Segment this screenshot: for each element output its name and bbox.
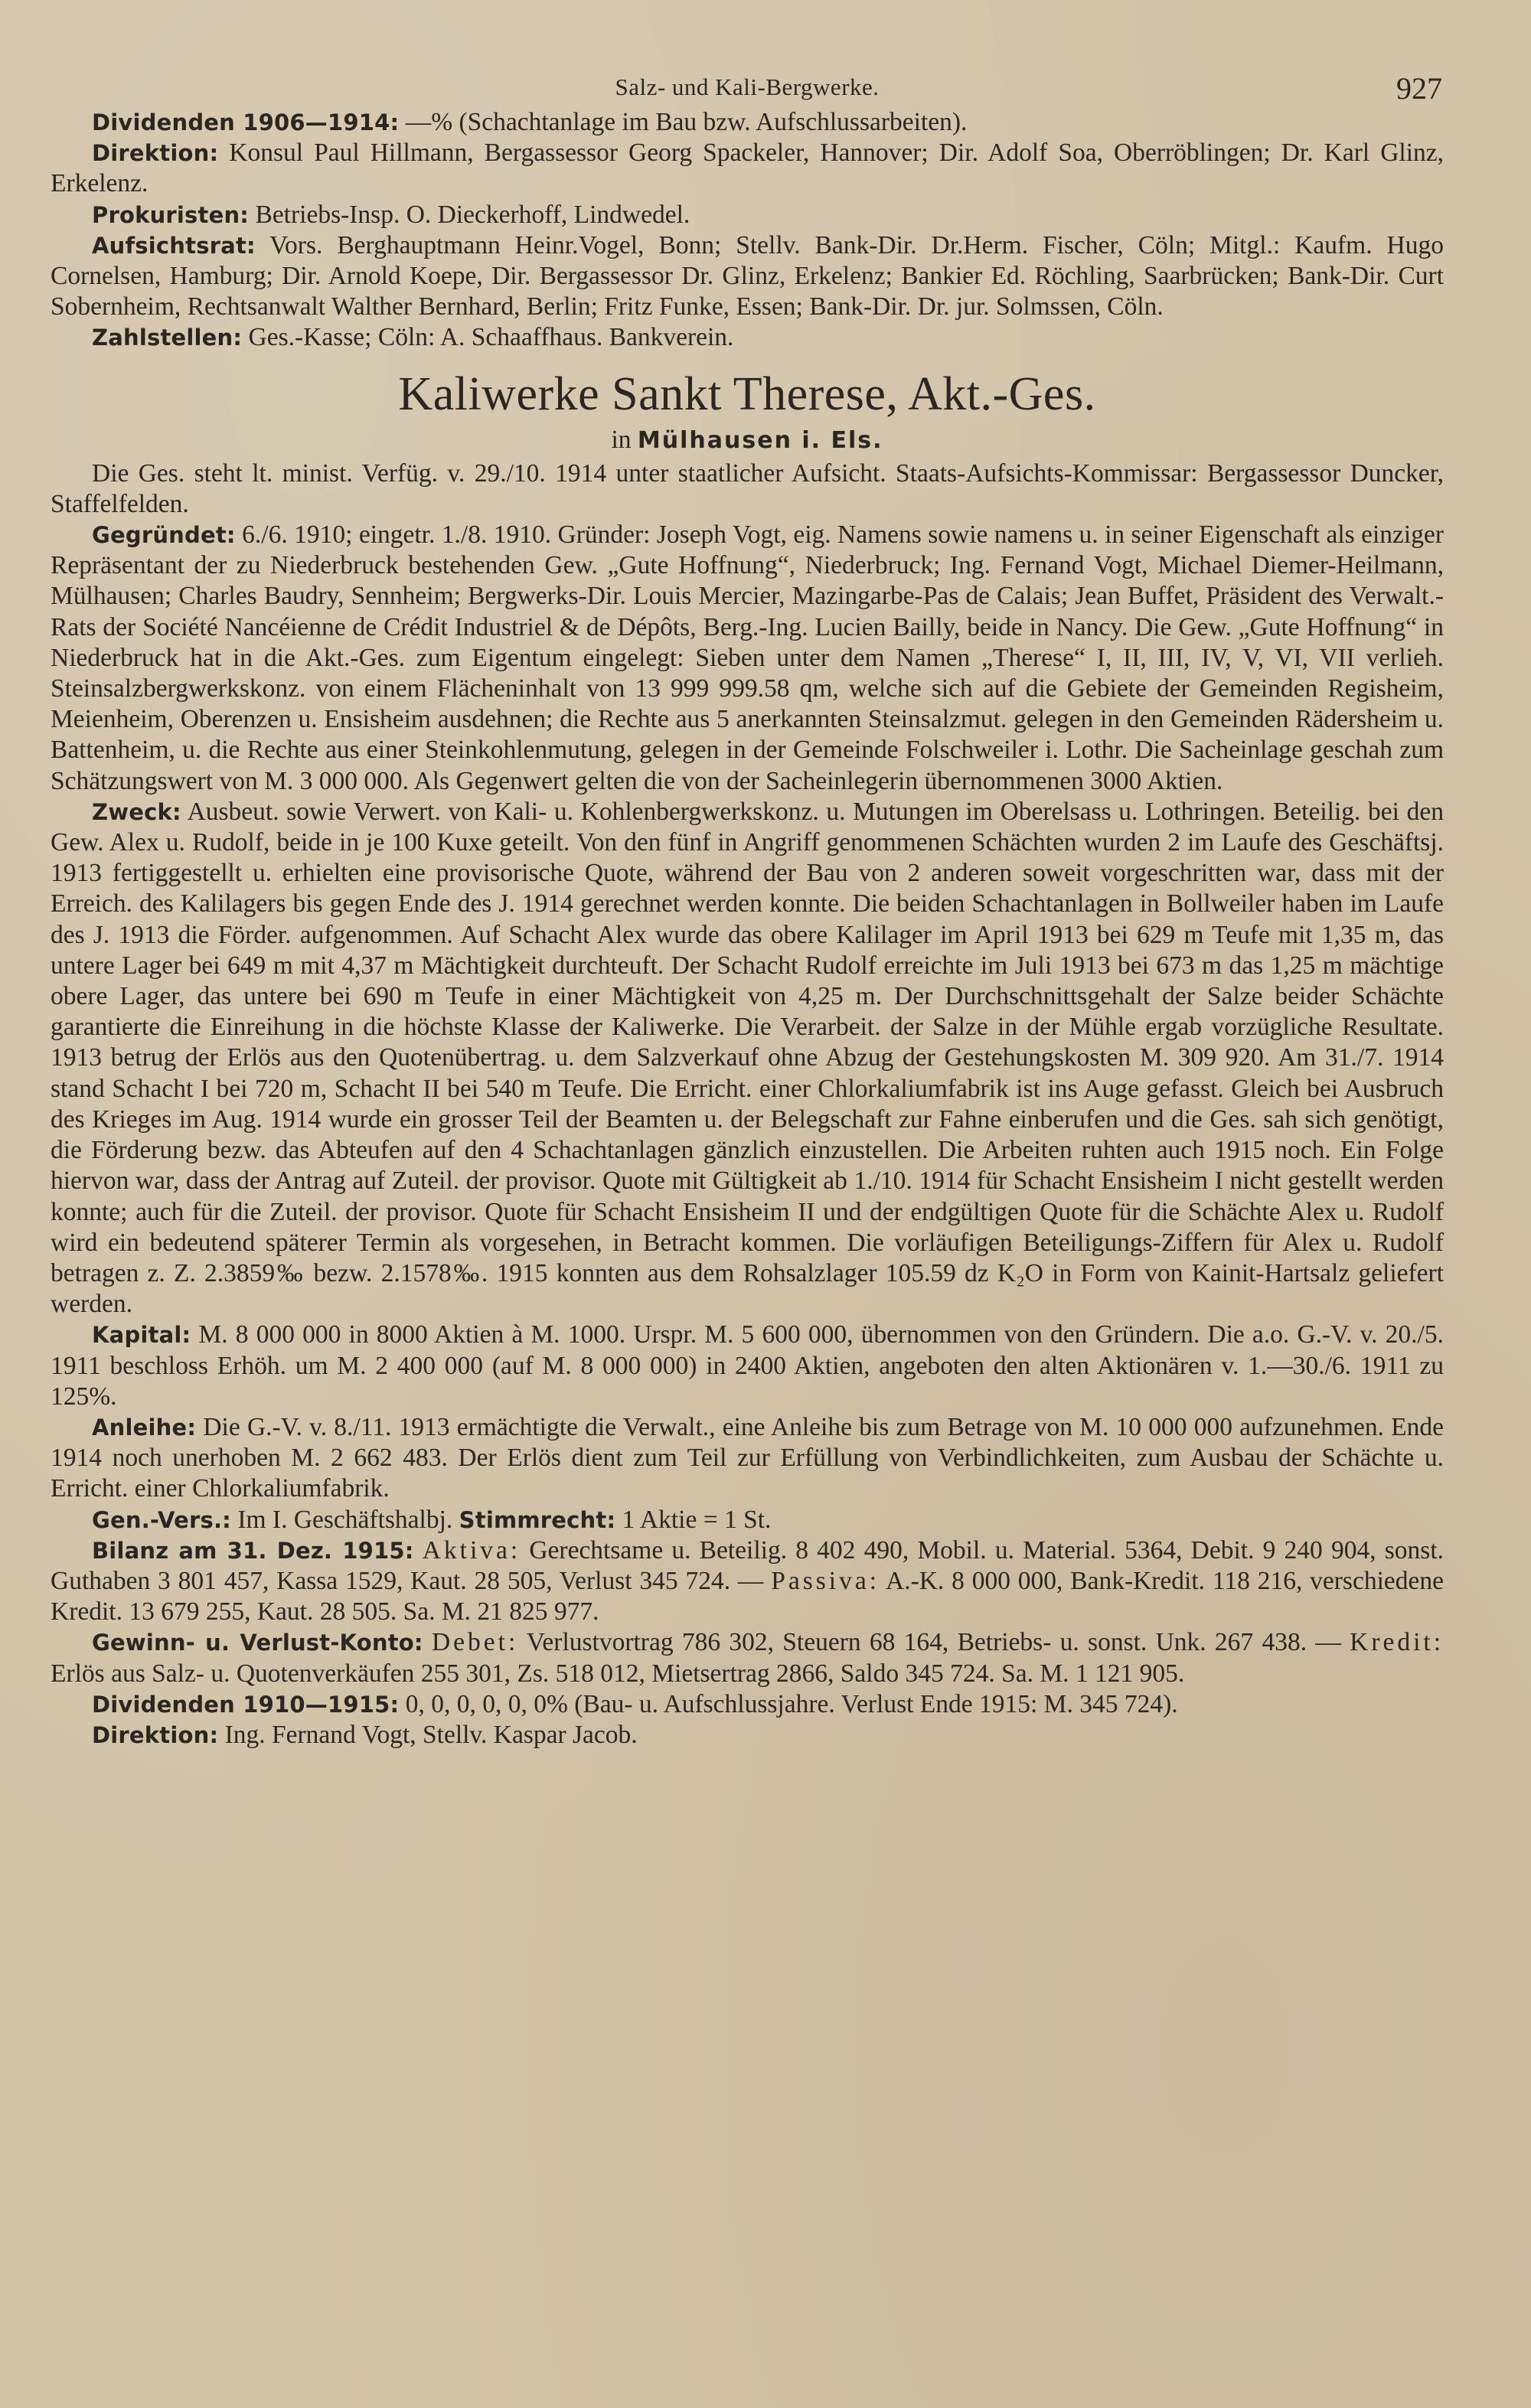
prev-zahlstellen — [51, 322, 1444, 353]
company-title: Kaliwerke Sankt Therese, Akt.-Ges. — [398, 367, 1096, 420]
kredit-label: Kredit: — [1350, 1628, 1444, 1657]
direktion-text: Ing. Fernand Vogt, Stellv. Kaspar Jacob. — [218, 1720, 638, 1749]
kapital-paragraph — [51, 1320, 1444, 1412]
prev-aufsichtsrat — [51, 230, 1444, 323]
prev-zahlstellen-text: Ges.-Kasse; Cöln: A. Schaaffhaus. Bankverein. — [242, 323, 734, 352]
bilanz-label: Bilanz am 31. Dez. 1915: — [92, 1537, 414, 1564]
gewinn-label: Gewinn- u. Verlust-Konto: — [92, 1630, 423, 1656]
prev-prokuristen — [51, 200, 1444, 230]
gen-vers-paragraph — [51, 1505, 1444, 1535]
prev-zahlstellen-label: Zahlstellen: — [92, 325, 243, 351]
aktiva-text: Gerechtsame u. Beteilig. 8 402 490, Mobil. u. Material. 5364, Debit. 9 240 904, sonst. Guthaben 3 801 457, Kassa 1529, Kaut. 28 505, Verlust 345 724. — — [51, 1535, 1444, 1595]
stimmrecht-text: 1 Aktie = 1 St. — [615, 1505, 772, 1534]
anleihe-label: Anleihe: — [92, 1414, 197, 1441]
page-number: 927 — [1396, 71, 1442, 106]
prev-direktion-text: Konsul Paul Hillmann, Bergassessor Georg Spackeler, Hannover; Dir. Adolf Soa, Oberröblingen; Dr. Karl Glinz, Erkelenz. — [51, 139, 1444, 198]
bilanz-paragraph — [51, 1535, 1444, 1628]
dividenden-text: 0, 0, 0, 0, 0, 0% (Bau- u. Aufschlussjahre. Verlust Ende 1915: M. 345 724). — [399, 1689, 1178, 1718]
dividenden-paragraph — [51, 1689, 1444, 1720]
prev-dividenden — [51, 107, 1444, 138]
company-city: Mülhausen i. Els. — [637, 426, 883, 454]
prev-prokuristen-text: Betriebs-Insp. O. Dieckerhoff, Lindwedel. — [249, 200, 690, 229]
kapital-label: Kapital: — [92, 1322, 191, 1349]
gen-vers-text: Im I. Geschäftshalbj. — [230, 1505, 459, 1534]
prev-dividenden-text: —% (Schachtanlage im Bau bzw. Aufschlussarbeiten). — [399, 108, 968, 136]
gen-vers-label: Gen.-Vers.: — [92, 1506, 231, 1533]
prev-direktion — [51, 138, 1444, 199]
passiva-text: A.-K. 8 000 000, Bank-Kredit. 118 216, verschiedene Kredit. 13 679 255, Kaut. 28 505. Sa. M. 21 825 977. — [51, 1566, 1444, 1627]
dividenden-label: Dividenden 1910—1915: — [92, 1691, 400, 1718]
prev-direktion-label: Direktion: — [92, 140, 219, 167]
zweck-text: Ausbeut. sowie Verwert. von Kali- u. Kohlenbergwerkskonz. u. Mutungen im Oberelsass u. Lothringen. Beteilig. bei den Gew. Alex u. Rudolf, beide in je 100 Kuxe geteilt. Von den fünf in Angriff genommenen Schächten wurden 2 im Laufe des Geschäftsj. 1913 fertiggestellt u. erhielten eine provisorische Quote, während der Bau von 2 anderen soweit vorgeschritten war, dass mit der Erreich. des Kalilagers bis gegen Ende des J. 1914 gerechnet werden konnte. Die beiden Schachtanlagen in Bollweiler haben im Laufe des J. 1913 die Förder. aufgenommen. Auf Schacht Alex wurde das obere Kalilager im April 1913 bei 629 m Teufe mit 1,35 m, das untere Lager bei 649 m mit 4,37 m Mächtigkeit durchteuft. Der Schacht Rudolf erreichte im Juli 1913 bei 673 m das 1,25 m mächtige obere Lager, das untere bei 690 m Teufe in einer Mächtigkeit von 4,25 m. Der Durchschnittsgehalt der Salze beider Schächte garantierte die Einreihung in die höchste Klasse der Kaliwerke. Die Verarbeit. der Salze in der Mühle ergab vorzügliche Resultate. 1913 betrug der Erlös aus den Quotenübertrag. u. dem Salzverkauf ohne Abzug der Gestehungskosten M. 309 920. Am 31./7. 1914 stand Schacht I bei 720 m, Schacht II bei 540 m Teufe. Die Erricht. einer Chlorkaliumfabrik ist ins Auge gefasst. Gleich bei Ausbruch des Krieges im Aug. 1914 wurde ein grosser Teil der Beamten u. der Belegschaft zur Fahne einberufen und die Ges. sah sich genötigt, die Förderung bezw. das Abteufen auf den 4 Schachtanlagen gänzlich einzustellen. Die Arbeiten ruhten auch 1915 noch. Ein Folge hiervon war, dass der Antrag auf Zuteil. der provisor. Quote mit Gültigkeit ab 1./10. 1914 für Schacht Ensisheim I nicht gestellt werden konnte; auch für die Zuteil. der provisor. Quote für Schacht Ensisheim II und der endgültigen Quote für die Schächte Alex u. Rudolf wird ein bedeutend späterer Termin als vorgesehen, in Betracht kommen. Die vorläufigen Beteiligungs-Ziffern für Alex u. Rudolf betragen z. Z. 2.3859‰ bezw. 2.1578‰. 1915 konnten aus dem Rohsalzlager 105.59 dz K₂O in Form von Kainit-Hartsalz geliefert werden. — [51, 797, 1444, 1319]
company-subtitle — [51, 424, 1444, 457]
prev-dividenden-label: Dividenden 1906—1914: — [92, 109, 400, 135]
gegruendet-text: 6./6. 1910; eingetr. 1./8. 1910. Gründer: Joseph Vogt, eig. Namens sowie namens u. in seiner Eigenschaft als einziger Repräsentant der zu Niederbruck bestehenden Gew. „Gute Hoffnung“, Niederbruck; Ing. Fernand Vogt, Michael Diemer-Heilmann, Mülhausen; Charles Baudry, Sennheim; Bergwerks-Dir. Louis Mercier, Mazingarbe-Pas de Calais; Jean Buffet, Präsident des Verwalt.-Rats der Société Nancéienne de Crédit Industriel & de Dépôts, Berg.-Ing. Lucien Bailly, beide in Nancy. Die Gew. „Gute Hoffnung“ in Niederbruck hat in die Akt.-Ges. zum Eigentum eingelegt: Sieben unter dem Namen „Therese“ I, II, III, IV, V, VI, VII verlieh. Steinsalzbergwerkskonz. von einem Flächeninhalt von 13 999 999.58 qm, welche sich auf die Gebiete der Gemeinden Regisheim, Meienheim, Oberenzen u. Ensisheim ausdehnen; die Rechte aus 5 anerkannten Steinsalzmut. gelegen in den Gemeinden Rädersheim u. Battenheim, u. die Rechte aus einer Steinkohlenmutung, gelegen in der Gemeinde Folschweiler i. Lothr. Die Sacheinlage geschah zum Schätzungswert von M. 3 000 000. Als Gegenwert gelten die von der Sacheinlegerin übernommenen 3000 Aktien. — [51, 520, 1444, 795]
passiva-label: Passiva: — [771, 1566, 880, 1595]
gegruendet-paragraph — [51, 520, 1444, 797]
zweck-paragraph — [51, 797, 1444, 1320]
prev-aufsichtsrat-label: Aufsichtsrat: — [92, 232, 256, 259]
stimmrecht-label: Stimmrecht: — [459, 1506, 616, 1533]
running-title: Salz- und Kali-Bergwerke. — [615, 73, 880, 100]
intro-paragraph: Die Ges. steht lt. minist. Verfüg. v. 29./10. 1914 unter staatlicher Aufsicht. Staats-Aufsichts-Kommissar: Bergassessor Duncker, Staffelfelden. — [51, 458, 1444, 518]
page-content — [51, 54, 1444, 1751]
page-header — [51, 54, 1444, 107]
anleihe-text: Die G.-V. v. 8./11. 1913 ermächtigte die Verwalt., eine Anleihe bis zum Betrage von M. 10 000 000 aufzunehmen. Ende 1914 noch unerhoben M. 2 662 483. Der Erlös dient zum Teil zur Erfüllung von Verbindlichkeiten, zum Ausbau der Schächte u. Erricht. einer Chlorkaliumfabrik. — [51, 1412, 1444, 1503]
gegruendet-label: Gegründet: — [92, 522, 236, 549]
anleihe-paragraph — [51, 1412, 1444, 1505]
prev-prokuristen-label: Prokuristen: — [92, 201, 250, 228]
aktiva-label: Aktiva: — [422, 1535, 521, 1565]
kapital-text: M. 8 000 000 in 8000 Aktien à M. 1000. Urspr. M. 5 600 000, übernommen von den Gründern. Die a.o. G.-V. v. 20./5. 1911 beschloss Erhöh. um M. 2 400 000 (auf M. 8 000 000) in 2400 Aktien, angeboten den alten Aktionären v. 1.—30./6. 1911 zu 125%. — [51, 1320, 1444, 1411]
zweck-label: Zweck: — [92, 798, 181, 825]
company-subtitle-prefix: in — [611, 425, 638, 454]
prev-aufsichtsrat-text: Vors. Berghauptmann Heinr.Vogel, Bonn; Stellv. Bank-Dir. Dr.Herm. Fischer, Cöln; Mitgl.: Kaufm. Hugo Cornelsen, Hamburg; Dir. Arnold Koepe, Dir. Bergassessor Dr. Glinz, Erkelenz; Bankier Ed. Röchling, Saarbrücken; Bank-Dir. Curt Sobernheim, Rechtsanwalt Walther Bernhard, Berlin; Fritz Funke, Essen; Bank-Dir. Dr. jur. Solmssen, Cöln. — [51, 230, 1444, 321]
kredit-text: Erlös aus Salz- u. Quotenverkäufen 255 301, Zs. 518 012, Mietsertrag 2866, Saldo 345 724. Sa. M. 1 121 905. — [51, 1659, 1185, 1688]
direktion-paragraph — [51, 1720, 1444, 1751]
debet-label: Debet: — [431, 1628, 519, 1657]
direktion-label: Direktion: — [92, 1721, 219, 1748]
debet-text: Verlustvortrag 786 302, Steuern 68 164, Betriebs- u. sonst. Unk. 267 438. — — [518, 1628, 1350, 1657]
gewinn-paragraph — [51, 1627, 1444, 1689]
